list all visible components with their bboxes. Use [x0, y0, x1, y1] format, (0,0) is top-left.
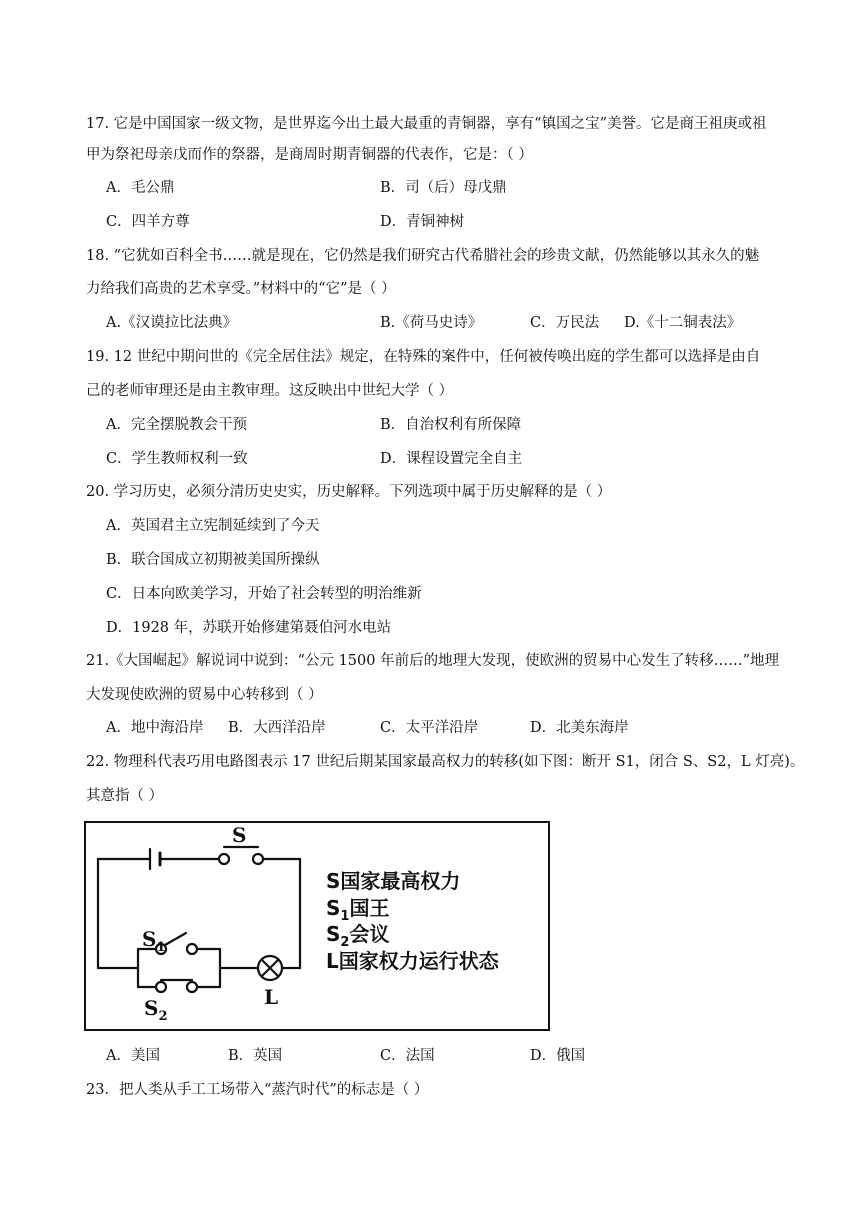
- question-18-line-2: 力给我们高贵的艺术享受。”材料中的“它”是（ ）: [86, 281, 396, 297]
- label-s1: $S_1$: [142, 927, 166, 955]
- question-19-line-1: 19. 12 世纪中期问世的《完全居住法》规定，在特殊的案件中，任何被传唤出庭的学生都可以选择是由自: [86, 349, 761, 365]
- question-19-line-2: 己的老师审理还是由主教审理。这反映出中世纪大学（ ）: [86, 383, 454, 399]
- question-21-line-1: 21.《大国崛起》解说词中说到：“公元 1500 年前后的地理大发现，使欧洲的贸易中心发生了转移……”地理: [86, 653, 780, 669]
- q22-option-a[interactable]: A．美国: [106, 1048, 160, 1064]
- q17-option-c[interactable]: C．四羊方尊: [106, 214, 190, 230]
- label-s2: $S_2$: [144, 996, 168, 1024]
- q17-option-d[interactable]: D．青铜神树: [380, 214, 465, 230]
- q19-option-a[interactable]: A．完全摆脱教会干预: [106, 417, 247, 433]
- switch-s-contact-right: [253, 854, 263, 864]
- q22-option-c[interactable]: C．法国: [380, 1048, 435, 1064]
- q17-option-a[interactable]: A．毛公鼎: [106, 180, 175, 196]
- switch-s2-contact-right: [187, 982, 197, 992]
- legend-s2: $S_2$会议: [326, 922, 390, 950]
- question-17-line-1: 17. 它是中国国家一级文物，是世界迄今出土最大最重的青铜器，享有“镇国之宝”美誉。它是商王祖庚或祖: [86, 116, 767, 132]
- question-18-line-1: 18. “它犹如百科全书……就是现在，它仍然是我们研究古代希腊社会的珍贵文献，仍然能够以其永久的魅: [86, 248, 760, 264]
- question-23-line-1: 23．把人类从手工工场带入“蒸汽时代”的标志是（ ）: [86, 1082, 429, 1098]
- q20-option-c[interactable]: C．日本向欧美学习，开始了社会转型的明治维新: [106, 586, 422, 602]
- label-l: L: [264, 985, 279, 1009]
- legend-s: S国家最高权力: [326, 869, 461, 893]
- q20-option-a[interactable]: A．英国君主立宪制延续到了今天: [106, 518, 320, 534]
- legend-s1: $S_1$国王: [326, 896, 390, 924]
- question-17-line-2: 甲为祭祀母亲戊而作的祭器，是商周时期青铜器的代表作，它是：（ ）: [86, 147, 533, 163]
- switch-s2-contact-left: [156, 982, 166, 992]
- q21-option-b[interactable]: B．大西洋沿岸: [228, 720, 326, 736]
- switch-s1-blade-open: [165, 933, 186, 945]
- wire-right: [263, 859, 300, 968]
- q19-option-b[interactable]: B．自治权利有所保障: [380, 417, 522, 433]
- q21-option-c[interactable]: C．太平洋沿岸: [380, 720, 479, 736]
- q21-option-a[interactable]: A．地中海沿岸: [106, 720, 204, 736]
- switch-s1-contact-right: [187, 944, 197, 954]
- q17-option-b[interactable]: B．司（后）母戊鼎: [380, 180, 507, 196]
- q21-option-d[interactable]: D．北美东海岸: [530, 720, 629, 736]
- question-21-line-2: 大发现使欧洲的贸易中心转移到（ ）: [86, 687, 323, 703]
- q18-option-d[interactable]: D.《十二铜表法》: [624, 315, 742, 331]
- q18-option-a[interactable]: A.《汉谟拉比法典》: [106, 315, 238, 331]
- legend-l: L国家权力运行状态: [326, 949, 499, 973]
- label-s: S: [232, 823, 247, 847]
- q18-option-b[interactable]: B.《荷马史诗》: [380, 315, 483, 331]
- question-20-line-1: 20. 学习历史，必须分清历史史实，历史解释。下列选项中属于历史解释的是（ ）: [86, 484, 612, 500]
- q22-option-d[interactable]: D．俄国: [530, 1048, 586, 1064]
- question-22-line-2: 其意指（ ）: [86, 788, 164, 804]
- question-22-line-1: 22. 物理科代表巧用电路图表示 17 世纪后期某国家最高权力的转移(如下图：断开 S1，闭合 S、S2，L 灯亮)。: [86, 754, 805, 770]
- q19-option-d[interactable]: D．课程设置完全自主: [380, 451, 523, 467]
- circuit-diagram: [84, 821, 550, 1031]
- q20-option-d[interactable]: D．1928 年，苏联开始修建第聂伯河水电站: [106, 620, 392, 636]
- q20-option-b[interactable]: B．联合国成立初期被美国所操纵: [106, 552, 320, 568]
- q22-option-b[interactable]: B．英国: [228, 1048, 283, 1064]
- switch-s-contact-left: [219, 854, 229, 864]
- q19-option-c[interactable]: C．学生教师权利一致: [106, 451, 248, 467]
- q18-option-c[interactable]: C．万民法: [530, 315, 600, 331]
